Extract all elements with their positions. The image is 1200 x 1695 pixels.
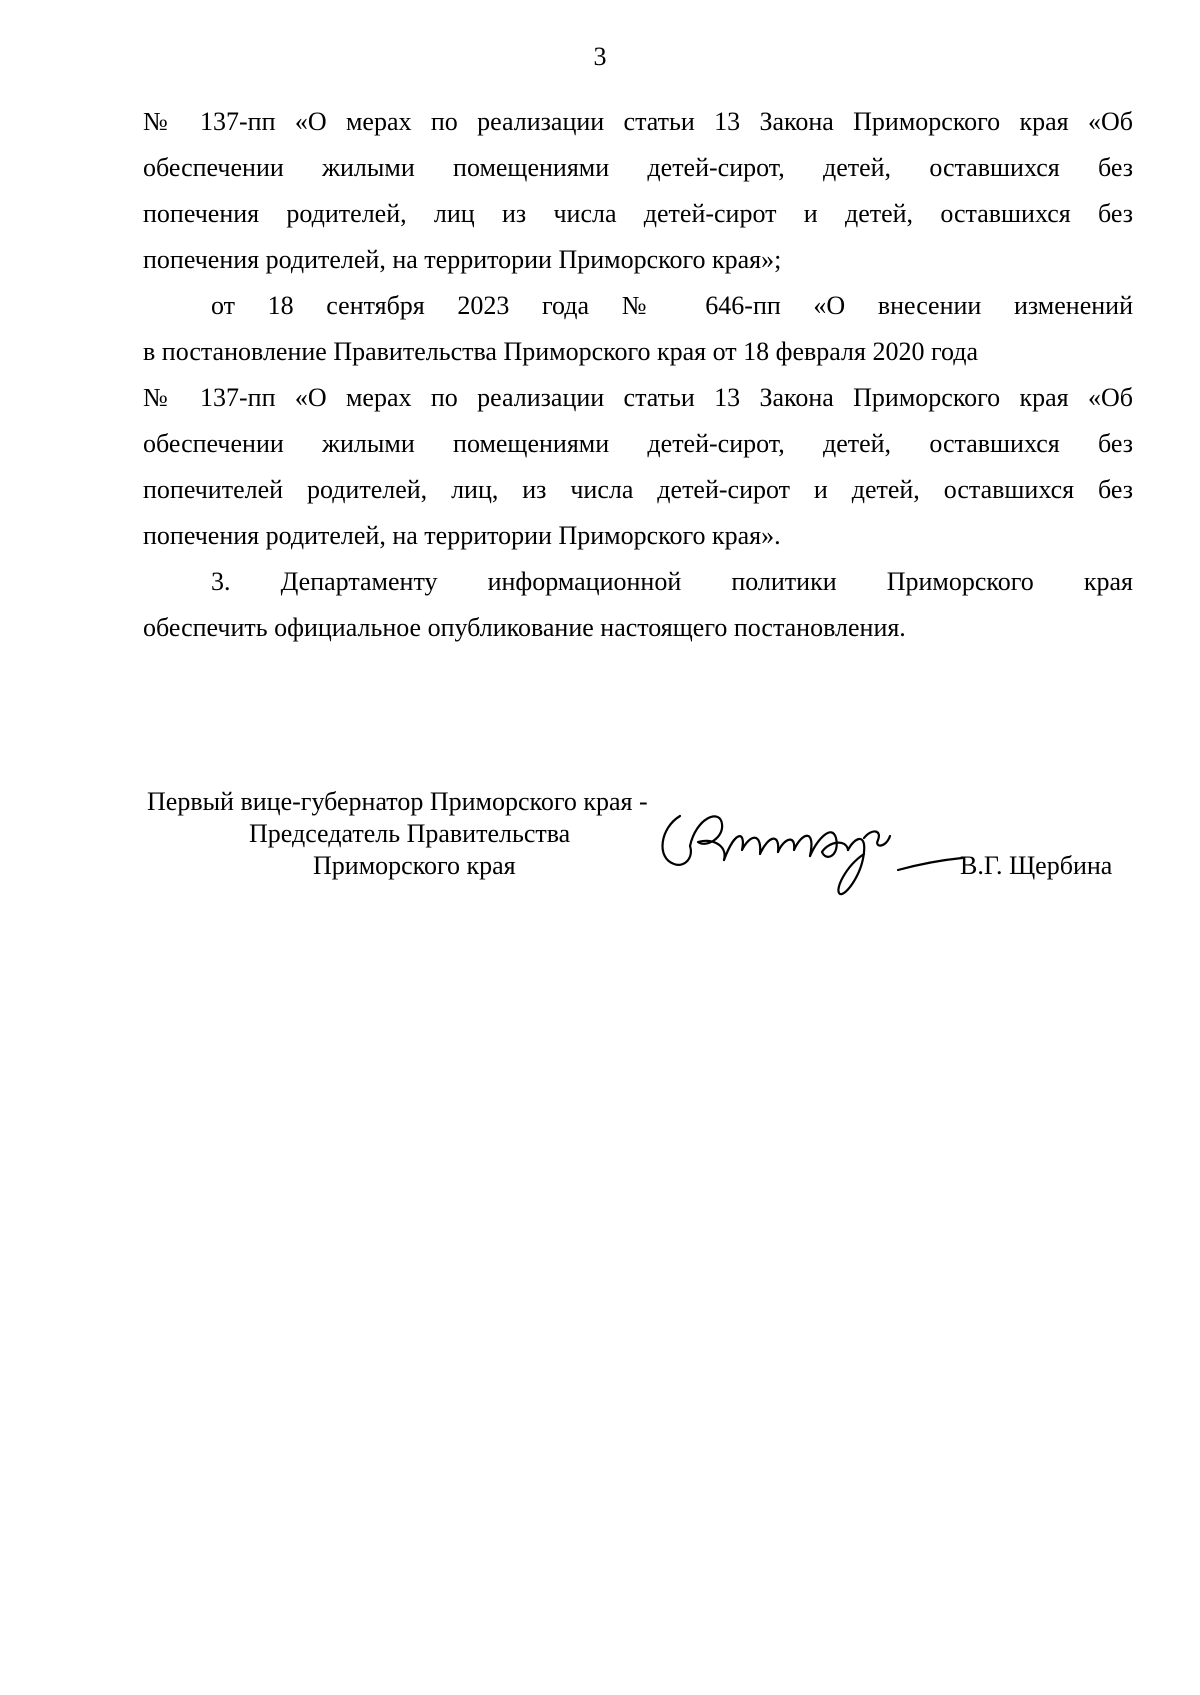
text-line: в постановление Правительства Приморского края от 18 февраля 2020 года <box>143 337 979 366</box>
handwritten-signature <box>650 798 970 908</box>
text-line: 3. Департаменту информационной политики Приморского края <box>211 567 1133 596</box>
document-body <box>143 99 1133 651</box>
text-line: обеспечении жилыми помещениями детей-сирот, детей, оставшихся без <box>143 429 1133 458</box>
signatory-title-line-1: Первый вице-губернатор Приморского края - <box>147 787 648 816</box>
paragraph-3 <box>143 559 1133 651</box>
page-number: 3 <box>593 42 607 71</box>
paragraph-2 <box>143 283 1133 559</box>
text-line: попечения родителей, на территории Приморского края»; <box>143 245 782 274</box>
signatory-title-line-2: Председатель Правительства <box>249 819 571 848</box>
text-line: попечителей родителей, лиц, из числа детей-сирот и детей, оставшихся без <box>143 475 1133 504</box>
text-line: обеспечить официальное опубликование настоящего постановления. <box>143 613 906 642</box>
text-line: обеспечении жилыми помещениями детей-сирот, детей, оставшихся без <box>143 153 1133 182</box>
text-line: попечения родителей, на территории Приморского края». <box>143 521 781 550</box>
text-line: № 137-пп «О мерах по реализации статьи 13 Закона Приморского края «Об <box>143 383 1133 412</box>
signatory-name: В.Г. Щербина <box>960 851 1113 880</box>
text-line: № 137-пп «О мерах по реализации статьи 13 Закона Приморского края «Об <box>143 107 1133 136</box>
text-line: от 18 сентября 2023 года № 646-пп «О внесении изменений <box>211 291 1133 320</box>
text-line: попечения родителей, лиц из числа детей-сирот и детей, оставшихся без <box>143 199 1133 228</box>
signature-block <box>0 786 1200 906</box>
paragraph-1 <box>143 99 1133 283</box>
signatory-title-line-3: Приморского края <box>313 851 516 880</box>
